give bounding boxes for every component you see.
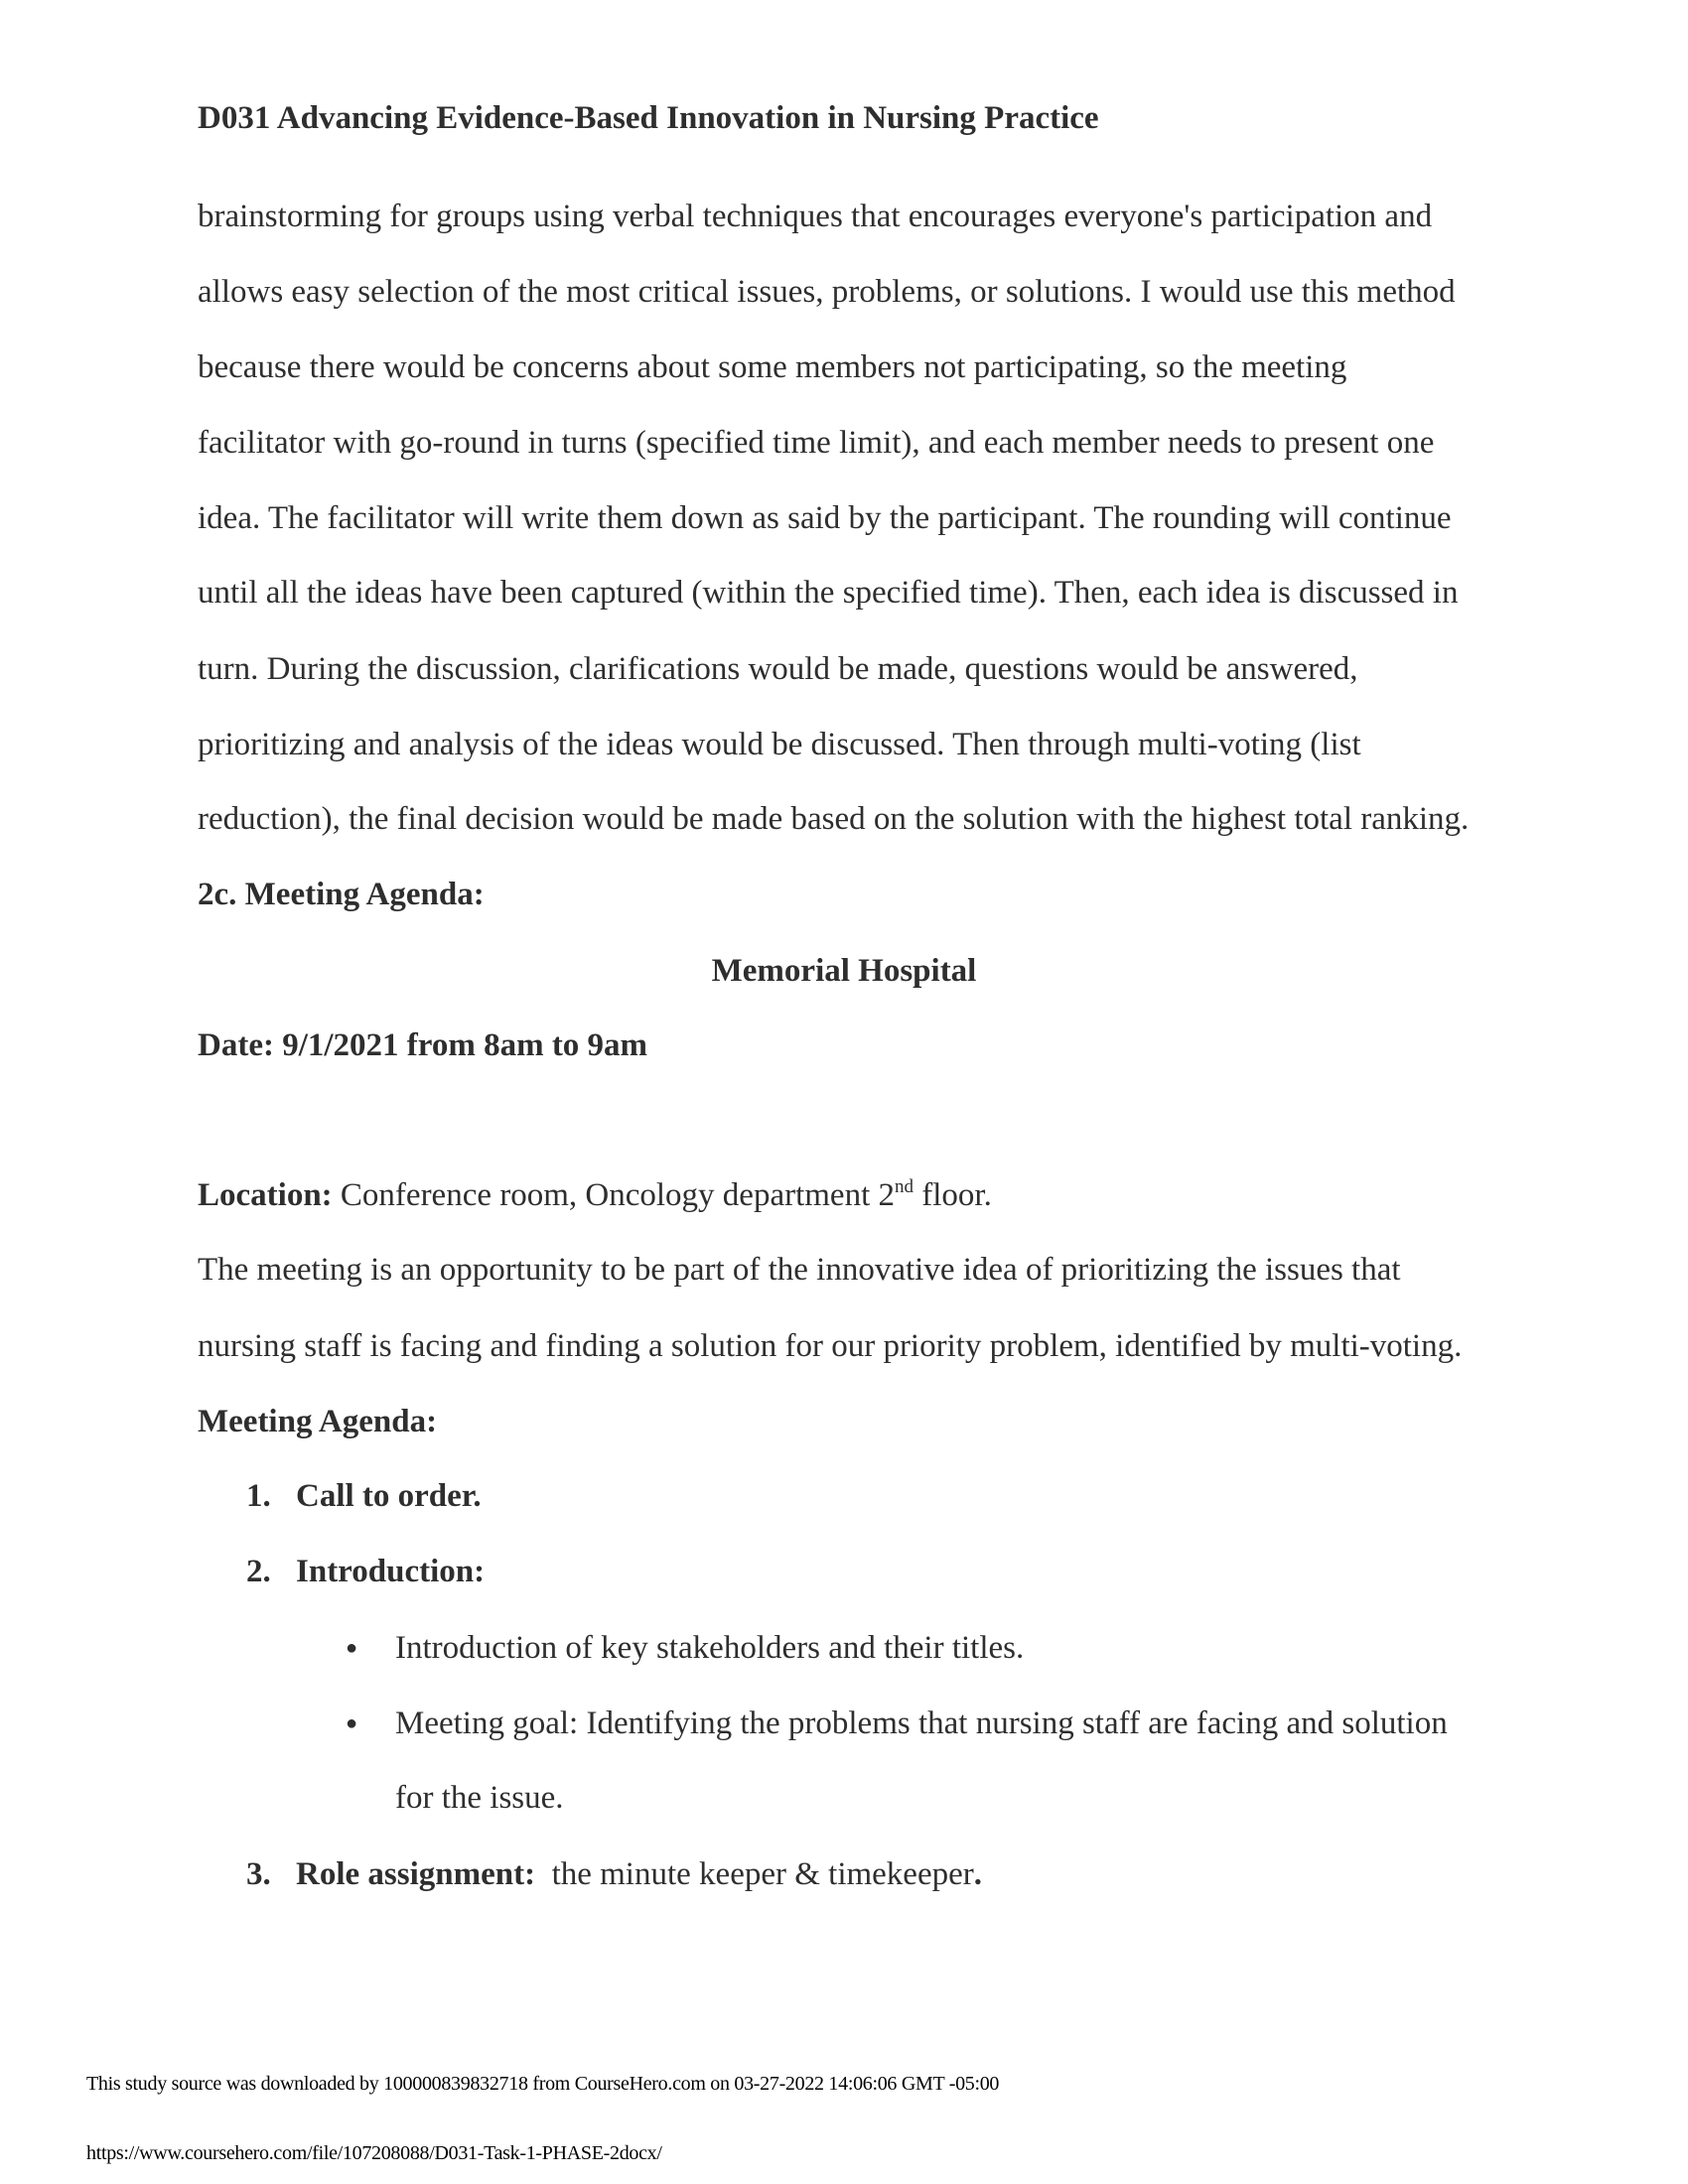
- body-line: reduction), the final decision would be made based on the solution with the highest total ranking.: [198, 801, 1470, 837]
- body-line: turn. During the discussion, clarifications would be made, questions would be answered,: [198, 651, 1358, 687]
- body-line: allows easy selection of the most critical issues, problems, or solutions. I would use this method: [198, 274, 1456, 310]
- intro-line: The meeting is an opportunity to be part of the innovative idea of prioritizing the issues that: [198, 1252, 1401, 1288]
- bullet-icon: ●: [346, 1637, 358, 1659]
- role-assignment-label: Role assignment:: [296, 1856, 536, 1892]
- agenda-number: 2.: [246, 1554, 271, 1589]
- download-note: This study source was downloaded by 100000839832718 from CourseHero.com on 03-27-2022 14:06:06 GMT -05:00: [86, 2073, 1000, 2095]
- bullet-item: Introduction of key stakeholders and their titles.: [395, 1630, 1025, 1666]
- location-label: Location:: [198, 1177, 333, 1213]
- hospital-name: Memorial Hospital: [711, 953, 977, 989]
- section-heading: 2c. Meeting Agenda:: [198, 877, 485, 912]
- body-line: because there would be concerns about some members not participating, so the meeting: [198, 349, 1347, 385]
- body-line: idea. The facilitator will write them down as said by the participant. The rounding will continue: [198, 500, 1452, 536]
- source-url[interactable]: https://www.coursehero.com/file/107208088/D031-Task-1-PHASE-2docx/: [86, 2142, 662, 2164]
- bullet-icon: ●: [346, 1712, 358, 1734]
- intro-line: nursing staff is facing and finding a solution for our priority problem, identified by multi-voting.: [198, 1328, 1463, 1364]
- agenda-item-introduction: Introduction:: [296, 1554, 486, 1589]
- location-text: Conference room, Oncology department 2: [332, 1177, 895, 1213]
- role-assignment-text: the minute keeper & timekeeper: [535, 1856, 974, 1892]
- role-assignment-tail: .: [973, 1856, 982, 1892]
- meeting-date: Date: 9/1/2021 from 8am to 9am: [198, 1027, 648, 1063]
- agenda-number: 3.: [246, 1856, 271, 1892]
- body-line: brainstorming for groups using verbal techniques that encourages everyone's participation and: [198, 199, 1433, 234]
- document-title: D031 Advancing Evidence-Based Innovation in Nursing Practice: [198, 100, 1099, 136]
- agenda-number: 1.: [246, 1478, 271, 1514]
- agenda-item-call-to-order: Call to order.: [296, 1478, 482, 1514]
- agenda-item-role-assignment: [296, 1854, 982, 1894]
- agenda-heading: Meeting Agenda:: [198, 1404, 438, 1439]
- location-sup: nd: [895, 1176, 914, 1197]
- location-tail: floor.: [914, 1177, 992, 1213]
- body-line: prioritizing and analysis of the ideas would be discussed. Then through multi-voting (list: [198, 727, 1361, 762]
- body-line: until all the ideas have been captured (within the specified time). Then, each idea is discussed in: [198, 575, 1459, 611]
- body-line: facilitator with go-round in turns (specified time limit), and each member needs to present one: [198, 425, 1435, 461]
- bullet-item-continued: for the issue.: [395, 1780, 564, 1816]
- bullet-item: Meeting goal: Identifying the problems that nursing staff are facing and solution: [395, 1706, 1448, 1741]
- meeting-location: [198, 1175, 992, 1215]
